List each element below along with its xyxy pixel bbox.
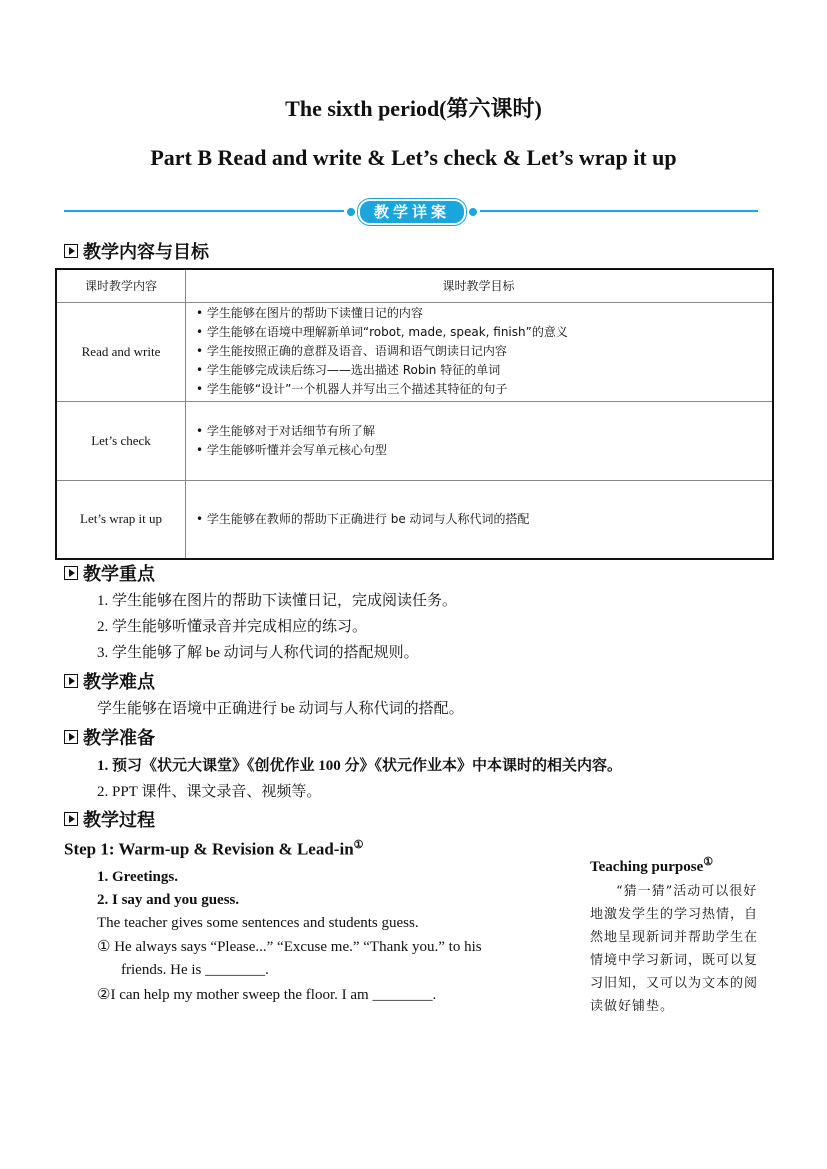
- table-header-row: [56, 269, 773, 302]
- section-content-goals: [64, 240, 209, 262]
- section-difficulties: [64, 670, 155, 692]
- footnote-mark: ①: [353, 839, 364, 851]
- play-box-icon: [64, 566, 78, 580]
- goals-table: [55, 268, 774, 560]
- play-box-icon: [64, 244, 78, 258]
- goal-item: • 学生能够对于对话细节有所了解: [196, 423, 375, 438]
- goal-item: • 学生能够“设计”一个机器人并写出三个描述其特征的句子: [196, 382, 508, 396]
- question-2: ②I can help my mother sweep the floor. I am ________.: [97, 987, 437, 1003]
- preparation-item: 2. PPT 课件、课文录音、视频等。: [97, 784, 322, 800]
- row-goals: [186, 302, 774, 401]
- step1-title: Step 1: Warm-up & Revision & Lead-in: [64, 839, 354, 859]
- row-content: Let’s wrap it up: [56, 480, 186, 559]
- section-preparation: [64, 726, 155, 748]
- row-content: Read and write: [56, 302, 186, 401]
- row-content: Let’s check: [56, 401, 186, 480]
- side-note-text: “猜一猜”活动可以很好地激发学生的学习热情，自然地呈现新词并帮助学生在情境中学习新词，既可以复习旧知，又可以为文本的阅读做好铺垫。: [590, 884, 759, 1014]
- table-row: [56, 480, 773, 559]
- row-goals: [186, 480, 774, 559]
- table-row: [56, 401, 773, 480]
- goal-item: • 学生能够在语境中理解新单词“robot, made, speak, finish”的意义: [196, 325, 568, 339]
- play-box-icon: [64, 812, 78, 826]
- play-box-icon: [64, 730, 78, 744]
- section-title: 教学难点: [83, 672, 155, 693]
- section-process: [64, 808, 155, 830]
- section-title: 教学内容与目标: [83, 242, 209, 263]
- side-note-title: Teaching purpose: [590, 859, 704, 875]
- question-1: ① He always says “Please...” “Excuse me.” “Thank you.” to his: [97, 939, 482, 955]
- goal-item: • 学生能够在教师的帮助下正确进行 be 动词与人称代词的搭配: [196, 511, 530, 526]
- goal-item: • 学生能够听懂并会写单元核心句型: [196, 442, 387, 457]
- banner-line-left: [64, 210, 344, 212]
- page-subtitle: Part B Read and write & Let’s check & Let’s wrap it up: [150, 145, 677, 170]
- goal-item: • 学生能够完成读后练习——选出描述 Robin 特征的单词: [196, 363, 501, 377]
- banner-line-right: [480, 210, 758, 212]
- step1-item: 1. Greetings.: [97, 869, 178, 885]
- row-goals: [186, 401, 774, 480]
- step1-item: 2. I say and you guess.: [97, 892, 240, 908]
- banner-label: 教学详案: [358, 199, 466, 225]
- preparation-item: 1. 预习《状元大课堂》《创优作业 100 分》《状元作业本》中本课时的相关内容。: [97, 758, 623, 774]
- banner-dot-left-icon: [347, 208, 355, 216]
- banner-dot-right-icon: [469, 208, 477, 216]
- step1-heading: [64, 838, 364, 860]
- table-row: [56, 302, 773, 401]
- banner-badge: [341, 200, 483, 224]
- key-point-item: 3. 学生能够了解 be 动词与人称代词的搭配规则。: [97, 645, 419, 661]
- question-1-cont: friends. He is ________.: [121, 962, 269, 978]
- table-header-content: 课时教学内容: [56, 269, 186, 302]
- section-title: 教学准备: [83, 728, 155, 749]
- difficulty-text: 学生能够在语境中正确进行 be 动词与人称代词的搭配。: [97, 701, 464, 717]
- section-title: 教学重点: [83, 564, 155, 585]
- key-point-item: 2. 学生能够听懂录音并完成相应的练习。: [97, 619, 368, 635]
- goal-item: • 学生能够在图片的帮助下读懂日记的内容: [196, 306, 423, 320]
- footnote-mark: ①: [703, 856, 714, 868]
- key-point-item: 1. 学生能够在图片的帮助下读懂日记，完成阅读任务。: [97, 593, 458, 609]
- section-title: 教学过程: [83, 810, 155, 831]
- goal-item: • 学生能按照正确的意群及语音、语调和语气朗读日记内容: [196, 344, 507, 358]
- step1-intro: The teacher gives some sentences and students guess.: [97, 915, 419, 931]
- play-box-icon: [64, 674, 78, 688]
- section-key-points: [64, 562, 155, 584]
- page-title: The sixth period(第六课时): [285, 96, 542, 121]
- side-note-title-row: [590, 855, 768, 876]
- table-header-goals: 课时教学目标: [186, 269, 774, 302]
- teaching-purpose-note: [590, 855, 768, 1018]
